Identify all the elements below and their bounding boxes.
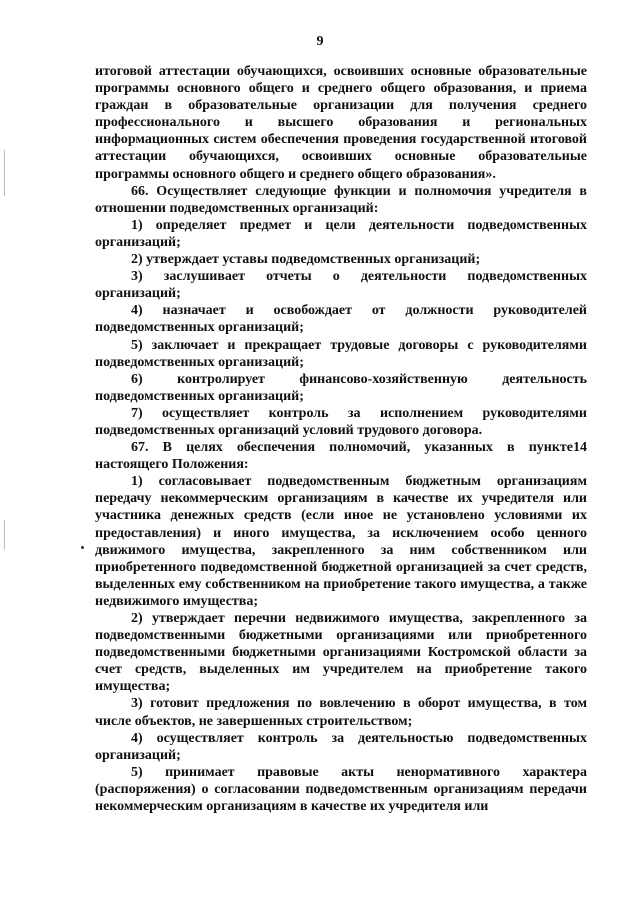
paragraph: 1) определяет предмет и цели деятельности подведомственных организаций; [95, 217, 587, 250]
paragraph: 3) готовит предложения по вовлечению в оборот имущества, в том числе объектов, не завершенных строительством; [95, 696, 587, 729]
document-body [95, 63, 587, 815]
scan-edge-mark [4, 150, 5, 196]
paragraph: 67. В целях обеспечения полномочий, указанных в пункте14 настоящего Положения: [95, 440, 587, 473]
paragraph: 4) осуществляет контроль за деятельностью подведомственных организаций; [95, 730, 587, 763]
paragraph: 5) заключает и прекращает трудовые договоры с руководителями подведомственных организаций; [95, 337, 587, 370]
paragraph: 7) осуществляет контроль за исполнением руководителями подведомственных организаций условий трудового договора. [95, 405, 587, 438]
paragraph: 3) заслушивает отчеты о деятельности подведомственных организаций; [95, 269, 587, 302]
paragraph: 6) контролирует финансово-хозяйственную деятельность подведомственных организаций; [95, 371, 587, 404]
paragraph: 2) утверждает уставы подведомственных организаций; [131, 252, 481, 268]
paragraph: 5) принимает правовые акты ненормативного характера (распоряжения) о согласовании подведомственным организациям передачи некоммерческим организациям в качестве их учредителя или [95, 764, 587, 815]
paragraph: 1) согласовывает подведомственным бюджетным организациям передачу некоммерческим организациям в качестве их учредителя или участника денежных средств (если иное не установлено условиями их предоставления) и иного имущества, за исключением особо ценного движимого имущества, закрепленного за ним собственником или приобретенного подведомственной бюджетной организацией за счет средств, выделенных ему собственником на приобретение такого имущества, а также недвижимого имущества; [95, 474, 587, 609]
scan-speck [81, 546, 84, 549]
paragraph: итоговой аттестации обучающихся, освоивших основные образовательные программы основного общего и среднего общего образования, и приема граждан в образовательные организации для получения среднего профессионального и высшего образования и региональных информационных систем обеспечения проведения государственной итоговой аттестации обучающихся, освоивших основные образовательные программы основного общего и среднего общего образования». [95, 64, 587, 182]
page-number: 9 [316, 34, 324, 49]
paragraph: 2) утверждает перечни недвижимого имущества, закрепленного за подведомственными бюджетными организациями или приобретенного подведомственными бюджетными организациями Костромской области за счет средств, выделенных им учредителем на приобретение такого имущества; [95, 611, 587, 695]
paragraph: 4) назначает и освобождает от должности руководителей подведомственных организаций; [95, 303, 587, 336]
paragraph: 66. Осуществляет следующие функции и полномочия учредителя в отношении подведомственных организаций: [95, 183, 587, 216]
scan-edge-mark [4, 520, 5, 550]
